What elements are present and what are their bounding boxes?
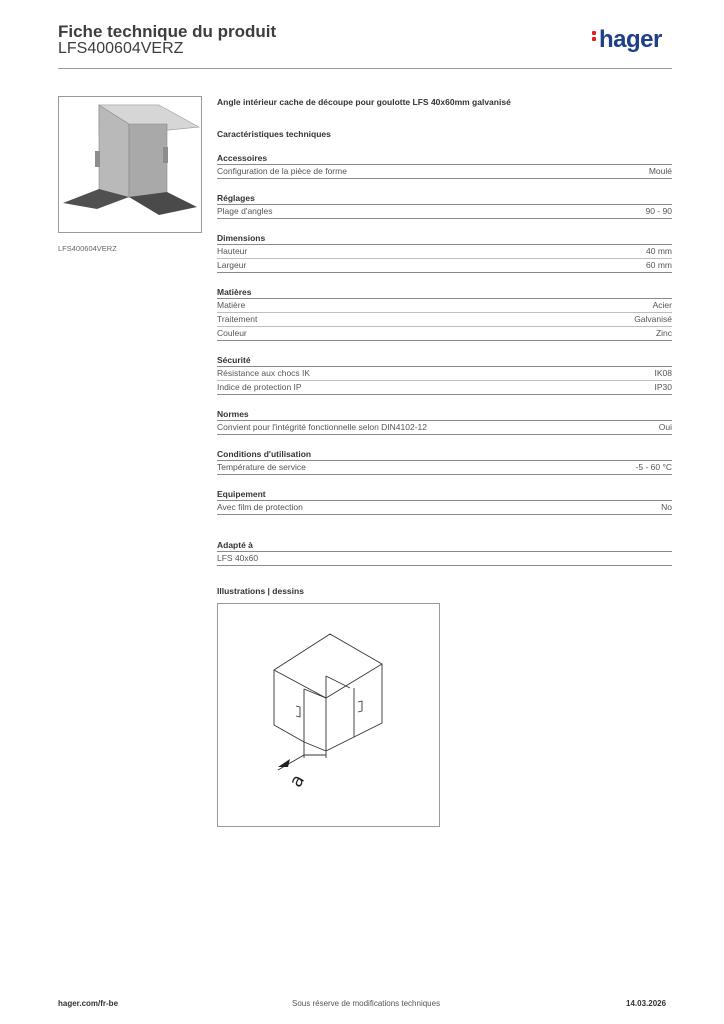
spec-row — [217, 245, 672, 259]
spec-label: Hauteur — [217, 246, 248, 256]
spec-value: 40 mm — [646, 246, 672, 256]
hager-logo — [592, 26, 662, 54]
logo-text: hager — [599, 26, 662, 53]
spec-group-title: Dimensions — [217, 232, 672, 245]
spec-group-normes — [217, 408, 672, 435]
spec-value: Galvanisé — [634, 314, 672, 324]
spec-row — [217, 501, 672, 515]
spec-label: Indice de protection IP — [217, 382, 302, 392]
spec-label: Avec film de protection — [217, 502, 303, 512]
footer-website-link[interactable]: hager.com/fr-be — [58, 999, 119, 1008]
product-description: Angle intérieur cache de découpe pour goulotte LFS 40x60mm galvanisé — [217, 97, 511, 107]
spec-value: Moulé — [648, 166, 672, 176]
spec-value: No — [661, 502, 672, 512]
spec-value: 60 mm — [646, 260, 672, 270]
spec-label: Largeur — [217, 260, 247, 270]
spec-row — [217, 259, 672, 273]
spec-group-securite — [217, 354, 672, 395]
spec-label: Matière — [217, 300, 246, 310]
spec-label: Température de service — [217, 462, 306, 472]
spec-value: Acier — [652, 300, 672, 310]
page-title: Fiche technique du produit — [58, 22, 277, 41]
spec-row — [217, 165, 672, 179]
spec-value: IP30 — [654, 382, 672, 392]
illustrations-title: Illustrations | dessins — [217, 586, 304, 596]
product-image-caption: LFS400604VERZ — [58, 244, 117, 253]
spec-row — [217, 381, 672, 395]
spec-group-conditions — [217, 448, 672, 475]
spec-row — [217, 299, 672, 313]
spec-row — [217, 367, 672, 381]
adapted-row — [217, 552, 672, 566]
footer-date: 14.03.2026 — [626, 999, 667, 1008]
specs-title: Caractéristiques techniques — [217, 129, 331, 139]
spec-value: Oui — [658, 422, 672, 432]
spec-label: Configuration de la pièce de forme — [217, 166, 347, 176]
spec-label: Couleur — [217, 328, 247, 338]
spec-group-dimensions — [217, 232, 672, 273]
product-reference: LFS400604VERZ — [58, 40, 184, 57]
footer-disclaimer: Sous réserve de modifications techniques — [292, 999, 441, 1008]
spec-label: Convient pour l'intégrité fonctionnelle selon DIN4102-12 — [217, 422, 428, 432]
spec-group-title: Equipement — [217, 488, 672, 501]
spec-label: Résistance aux chocs IK — [217, 368, 311, 378]
spec-value: Zinc — [655, 328, 672, 338]
spec-value: 90 - 90 — [645, 206, 672, 216]
spec-value: -5 - 60 °C — [635, 462, 672, 472]
spec-group-accessoires — [217, 152, 672, 179]
logo-dots-icon — [592, 29, 597, 43]
spec-group-title: Matières — [217, 286, 672, 299]
spec-row — [217, 461, 672, 475]
spec-group-reglages — [217, 192, 672, 219]
spec-group-title: Normes — [217, 408, 672, 421]
technical-drawing — [217, 603, 440, 827]
spec-group-title: Conditions d'utilisation — [217, 448, 672, 461]
spec-sheet — [217, 97, 672, 596]
spec-row — [217, 313, 672, 327]
dimension-label: a — [285, 770, 310, 791]
angle-line-drawing — [218, 604, 439, 826]
header-divider — [58, 68, 672, 69]
spec-group-matieres — [217, 286, 672, 341]
spec-group-title: Sécurité — [217, 354, 672, 367]
spec-label: Plage d'angles — [217, 206, 273, 216]
angle-product-image — [59, 97, 201, 232]
adapted-value: LFS 40x60 — [217, 553, 259, 563]
spec-row — [217, 421, 672, 435]
spec-group-title: Accessoires — [217, 152, 672, 165]
product-photo — [58, 96, 202, 233]
spec-group-equipement — [217, 488, 672, 515]
spec-label: Traitement — [217, 314, 258, 324]
adapted-title: Adapté à — [217, 539, 672, 552]
spec-group-title: Réglages — [217, 192, 672, 205]
spec-value: IK08 — [654, 368, 672, 378]
spec-row — [217, 205, 672, 219]
adapted-section — [217, 539, 672, 566]
spec-row — [217, 327, 672, 341]
